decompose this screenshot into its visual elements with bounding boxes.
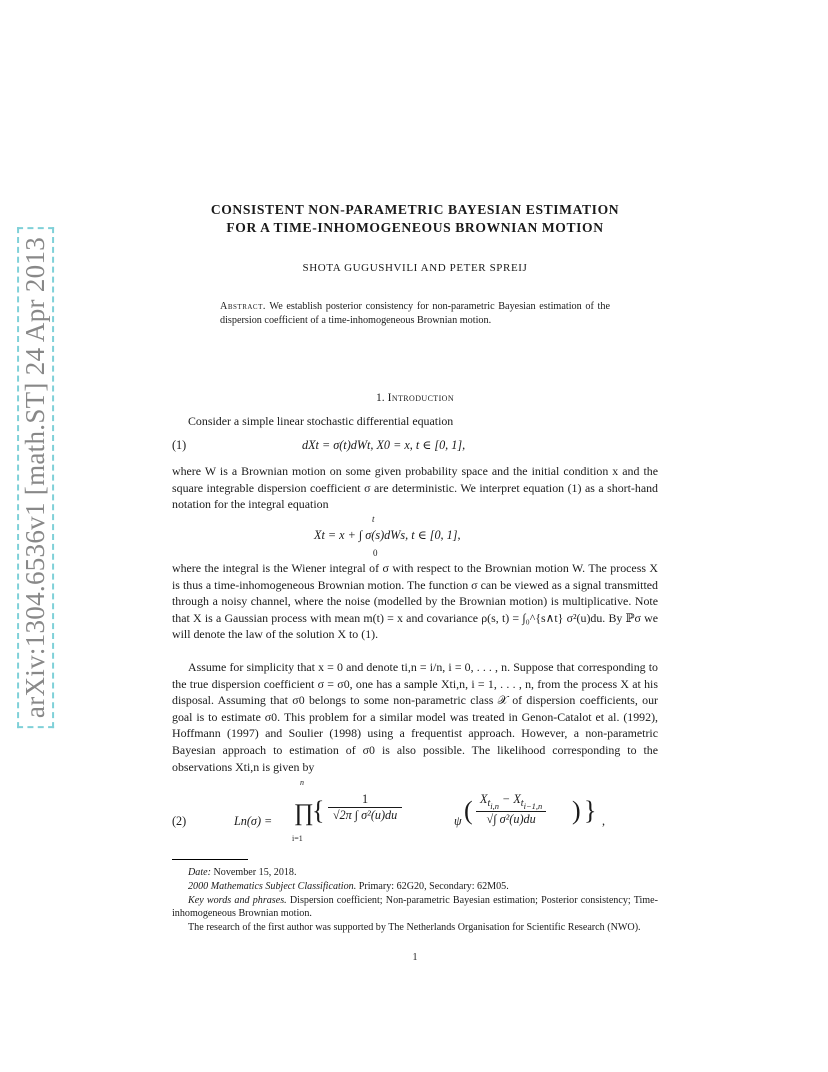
abstract-label: Abstract.	[220, 301, 266, 312]
right-paren: )	[572, 796, 581, 825]
left-brace: {	[312, 796, 325, 825]
section-heading	[172, 391, 658, 404]
equation-2	[172, 778, 658, 848]
msc-label: 2000 Mathematics Subject Classification.	[188, 881, 357, 892]
title-line-2: FOR A TIME-INHOMOGENEOUS BROWNIAN MOTION	[226, 220, 604, 235]
section-name: Introduction	[387, 391, 455, 404]
keywords-label: Key words and phrases.	[188, 895, 287, 906]
product-symbol: ∏	[294, 800, 314, 826]
equation-2-number: (2)	[172, 814, 187, 828]
date-label: Date:	[188, 867, 211, 878]
title-line-1: CONSISTENT NON-PARAMETRIC BAYESIAN ESTIMATION	[210, 202, 620, 217]
footnote-rule	[172, 859, 248, 860]
equation-integral	[172, 514, 658, 560]
footnote-date	[172, 866, 658, 879]
paper-title	[172, 201, 658, 237]
fraction-1-denominator: √2π ∫ σ²(u)du	[332, 808, 398, 822]
paragraph-brownian-text: where W is a Brownian motion on some given probability space and the initial condition x and the square integrable dispersion coefficient σ are deterministic. We interpret equation (1) as a short-hand notation for the integral equation	[172, 464, 658, 512]
arxiv-stamp	[15, 236, 57, 718]
fraction-2-denominator: √∫ σ²(u)du	[486, 812, 536, 827]
equation-1-body: dXt = σ(t)dWt, X0 = x, t ∈ [0, 1],	[302, 438, 466, 452]
keywords-value: Dispersion coefficient; Non-parametric Bayesian estimation; Posterior consistency; Time-inhomogeneous Brownian motion.	[172, 895, 658, 920]
equation-1-number: (1)	[172, 438, 187, 452]
product-upper: n	[300, 778, 304, 787]
footnote-funding: The research of the first author was supported by The Netherlands Organisation for Scientific Research (NWO).	[188, 922, 641, 933]
right-brace: }	[584, 796, 597, 825]
fraction-1	[328, 792, 402, 823]
fraction-2	[476, 792, 546, 827]
integral-lower-limit: 0	[373, 548, 378, 558]
fraction-2-numerator: $X_{t_{i,n}} - X_{t_{i-1,n}}$	[476, 792, 546, 812]
footnote-keywords	[172, 894, 658, 920]
paragraph-brownian	[172, 463, 658, 513]
paragraph-intro: Consider a simple linear stochastic differential equation	[188, 414, 454, 428]
paragraph-assume: Assume for simplicity that x = 0 and denote ti,n = i/n, i = 0, . . . , n. Suppose that corresponding to the true dispersion coefficient σ = σ0, one has a sample Xti,n, i = 1, . . . , n, from the process X at his disposal. Assuming that σ0 belongs to some non-parametric class 𝒳 of dispersion coefficients, our goal is to estimate σ0. This problem for a similar model was treated in Genon-Catalot et al. (1992), Hoffmann (1997) and Soulier (1998) using a frequentist approach. However, a non-parametric Bayesian approach to estimation of σ0 is also possible. The likelihood corresponding to the observations Xti,n is given by	[172, 660, 658, 774]
psi-symbol: ψ	[454, 814, 462, 828]
left-paren: (	[464, 796, 473, 825]
footnote-msc	[172, 880, 658, 893]
paragraph-wiener: where the integral is the Wiener integral of σ with respect to the Brownian motion W. The process X is thus a time-inhomogeneous Brownian motion. The function σ can be viewed as a signal transmitted through a noisy channel, where the noise (modelled by the Brownian motion) is multiplicative. Note that X is a Gaussian process with mean m(t) = x and covariance ρ(s, t) = ∫₀^{s∧t} σ²(u)du. By ℙσ we will denote the law of the solution X to (1).	[172, 561, 658, 642]
authors: SHOTA GUGUSHVILI AND PETER SPREIJ	[302, 262, 528, 274]
equation-2-comma: ,	[602, 814, 606, 828]
integral-equation-body: Xt = x + ∫ σ(s)dWs, t ∈ [0, 1],	[314, 528, 461, 542]
integral-upper-limit: t	[372, 514, 375, 524]
msc-value: Primary: 62G20, Secondary: 62M05.	[358, 881, 509, 892]
date-value: November 15, 2018.	[213, 867, 297, 878]
fraction-1-numerator: 1	[328, 792, 402, 808]
arxiv-identifier[interactable]: arXiv:1304.6536v1 [math.ST] 24 Apr 2013	[18, 226, 55, 727]
page-number: 1	[412, 952, 418, 963]
product-lower: i=1	[292, 834, 303, 843]
likelihood-lhs: Ln(σ) =	[234, 814, 273, 828]
abstract	[220, 300, 610, 328]
abstract-text: We establish posterior consistency for non-parametric Bayesian estimation of the dispersion coefficient of a time-inhomogeneous Brownian motion.	[220, 301, 610, 326]
section-number: 1.	[375, 391, 385, 404]
